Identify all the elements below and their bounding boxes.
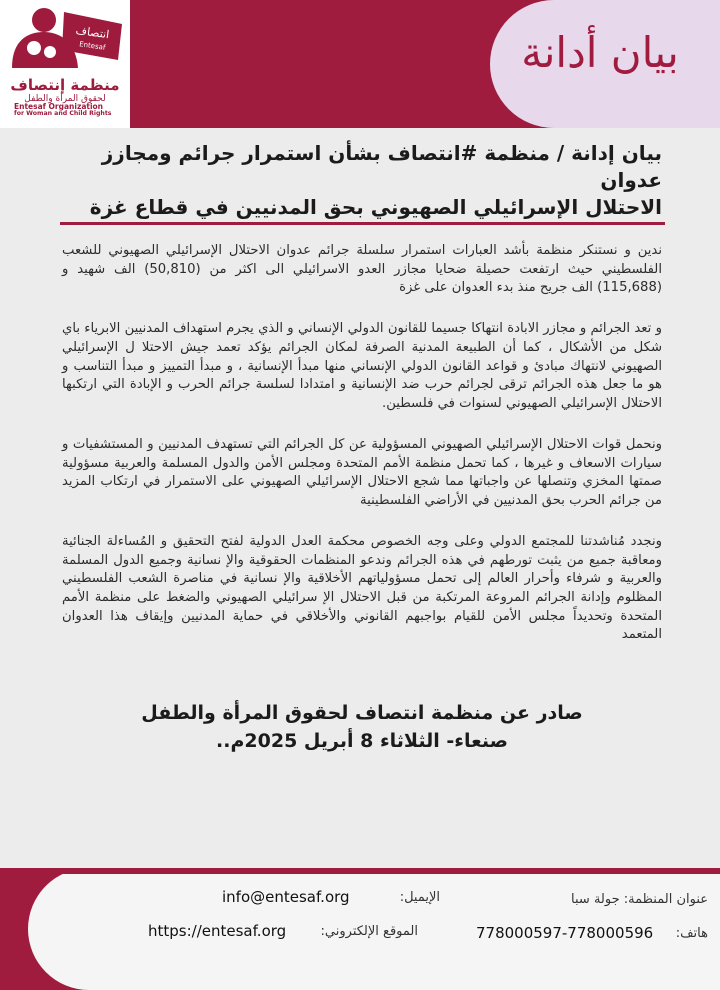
header (0, 0, 720, 128)
logo-mark-icon (6, 6, 126, 76)
paragraph-1: ندين و نستنكر منظمة بأشد العبارات استمرار سلسلة جرائم عدوان الاحتلال الإسرائيلي الصهيوني للشعب الفلسطيني حيث ارتفعت حصيلة ضحايا مجازر العدو الاسرائيلي الى اكثر من (50,810) الف شهيد و (115,688) الف جريح منذ بدء العدوان على غزة (62, 243, 662, 296)
email-label: الإيميل: (399, 890, 440, 905)
svg-text:انتصاف: انتصاف (74, 23, 111, 42)
issuer-line-1: صادر عن منظمة انتصاف لحقوق المرأة والطفل (141, 702, 583, 724)
website-link[interactable]: https://entesaf.org (148, 922, 287, 940)
header-title: بيان أدانة (521, 28, 679, 77)
svg-text:Entesaf: Entesaf (78, 40, 106, 52)
document-title (62, 140, 662, 221)
phone-number[interactable]: 778000597-778000596 (476, 924, 654, 942)
document-title-line-1: بيان إدانة / منظمة #انتصاف بشأن استمرار جرائم ومجازز عدوان (101, 141, 662, 192)
logo (0, 0, 130, 128)
logo-subtitle-ar: لحقوق المرأة والطفل (24, 94, 106, 104)
issuer-block (62, 700, 662, 755)
website-label: الموقع الإلكتروني: (320, 924, 418, 939)
statement-body (62, 242, 662, 667)
document-title-line-2: الاحتلال الإسرائيلي الصهيوني بحق المدنيين في قطاع غزة (89, 195, 662, 219)
logo-name-en (14, 103, 124, 118)
title-divider (60, 222, 665, 225)
paragraph-2: و تعد الجرائم و مجازر الابادة انتهاكا جسيما للقانون الدولي الإنساني و الذي يجرم استهداف المدنيين الابرياء باي شكل من الأشكال ، كما أن الطبيعة المدنية الصرفة لمكان الجرائم يؤكد تعمد جيش الاحتلا ل الإسرائيلي الصهيوني لانتهاك مبادئ و قواعد القانون الدولي الإنساني منها مبدأ الإنسانية ، و مبدأ التمييز و مبدأ التناسب و هو ما جعل هذه الجرائم ترقى لجرائم حرب ضد الإنسانية و امتدادا لسلسة جرائم الحرب و الإبادة التي ارتكبها الاحتلال الإسرائيلي الصهيوني لسنوات في فلسطين. (62, 321, 662, 412)
logo-subtitle-en: for Woman and Child Rights (14, 110, 112, 118)
address-label: عنوان المنظمة: جولة سبا (571, 892, 708, 907)
paragraph-4: ونجدد مُناشدتنا للمجتمع الدولي وعلى وجه الخصوص محكمة العدل الدولية لفتح التحقيق و المُساءلة الجنائية ومعاقبة جميع من يثبت تورطهم في هذه الجرائم وندعو المنظمات الحقوقية والإ نسانية وجميع الدول المسلمة والعربية و شرفاء وأحرار العالم إلى تحمل مسؤولياتهم الأخلاقية والإ نسانية في مناصرة الشعب الفلسطيني المظلوم وإدانة الجرائم المروعة المرتكبة من قبل الاحتلال الإ سرائيلي الصهيوني والضغط على منظمة الأمم المتحدة وتحديداً مجلس الأمن للقيام بواجبهم القانوني والأخلاقي في حماية المدنيين وإيقاف هذا العدوان المتعمد (62, 533, 662, 643)
issuer-line-2: صنعاء- الثلاثاء 8 أبريل 2025م.. (216, 729, 508, 752)
email-link[interactable]: info@entesaf.org (222, 888, 350, 906)
footer-stripe (0, 868, 720, 874)
paragraph-3: ونحمل قوات الاحتلال الإسرائيلي الصهيوني المسؤولية عن كل الجرائم التي تستهدف المدنيين و المستشفيات و سيارات الاسعاف و غيرها ، كما تحمل منظمة الأمم المتحدة ومجلس الأمن والدول المسلمة والعربية مسؤولية صمتها المخزي وتنصلها عن واجباتها مما شجع الاحتلال الإسرائيلي الصهيوني على الاستمرار في ارتكاب المزيد من جرائم الحرب بحق المدنيين في الأراضي الفلسطينية (62, 436, 662, 509)
logo-name-en-text: Entesaf Organization (14, 102, 104, 111)
phone-label: هاتف: (675, 926, 708, 941)
logo-name-ar: منظمة إنتصاف (10, 76, 120, 94)
